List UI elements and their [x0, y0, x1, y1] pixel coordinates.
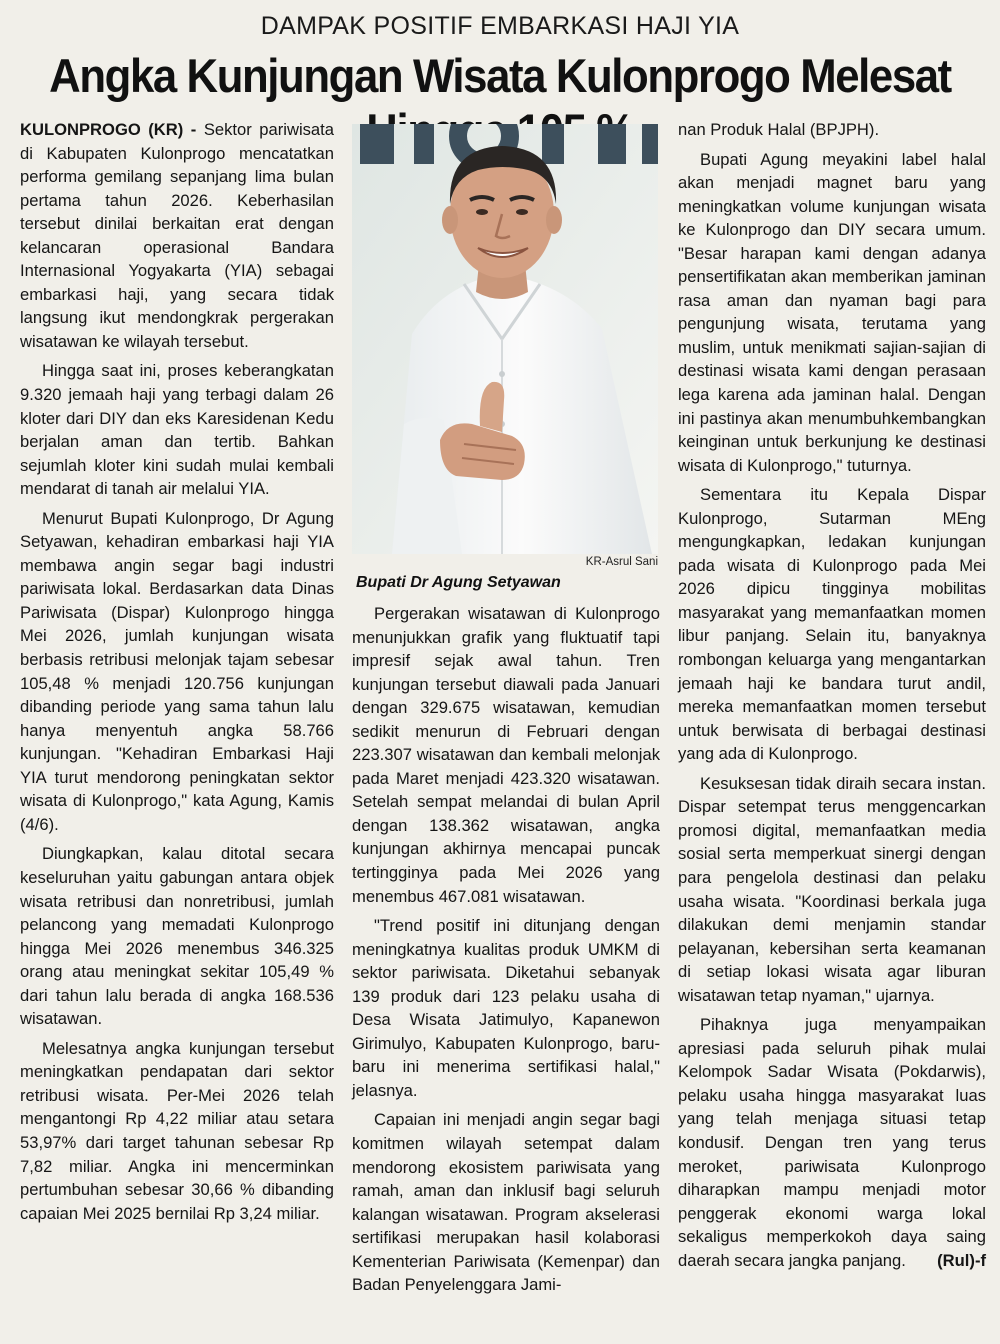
- article-paragraph: Hingga saat ini, proses keberangkatan 9.320 jemaah haji yang terbagi dalam 26 kloter dari DIY dan eks Karesidenan Kedu berjalan aman dan tertib. Bahkan sejumlah kloter kini sudah mulai kembali mendarat di tanah air melalui YIA.: [20, 361, 334, 499]
- article-column-3: [678, 118, 986, 1278]
- article-paragraph: Kesuksesan tidak diraih secara instan. Dispar setempat terus menggencarkan promosi digital, memanfaatkan media sosial serta memperkuat sinergi dengan para pengelola destinasi dan pelaku usaha wisata. "Koordinasi berkala juga dilakukan demi menjamin standar pelayanan, kebersihan serta keamanan di setiap lokasi wisata agar liburan wisatawan tetap nyaman," ujarnya.: [678, 773, 986, 1005]
- article-paragraph: Diungkapkan, kalau ditotal secara keseluruhan yaitu gabungan antara objek wisata retribusi dan nonretribusi, jumlah pelancong yang memadati Kulonprogo hingga Mei 2026 menembus 346.325 orang atau meningkat sekitar 105,49 % dari tahun lalu berada di angka 168.536 wisatawan.: [20, 844, 334, 1029]
- article-paragraph: Sementara itu Kepala Dispar Kulonprogo, Sutarman MEng mengungkapkan, ledakan kunjungan pada wisata di Kulonprogo pada Mei 2026 dipicu tingginya mobilitas masyarakat yang memanfaatkan momen libur panjang. Selain itu, banyaknya rombongan keluarga yang mengantarkan jemaah haji ke bandara turut andil, mereka memanfaatkan momen tersebut untuk berwisata di berbagai destinasi yang ada di Kulonprogo.: [678, 485, 986, 764]
- article-column-2: [352, 602, 660, 1303]
- photo-caption: Bupati Dr Agung Setyawan: [356, 574, 561, 591]
- article-paragraph: "Trend positif ini ditunjang dengan meningkatnya kualitas produk UMKM di sektor pariwisata. Diketahui sebanyak 139 produk dari 123 pelaku usaha di Desa Wisata Jatimulyo, Kapanewon Girimulyo, Kabupaten Kulonprogo, baru-baru ini menerima sertifikasi halal," jelasnya.: [352, 916, 660, 1100]
- final-paragraph-text: Pihaknya juga menyampaikan apresiasi pada seluruh pihak mulai Kelompok Sadar Wisata (Pokdarwis), pelaku usaha hingga masyarakat luas yang telah menjaga situasi tetap kondusif. Dengan tren yang terus meroket, pariwisata Kulonprogo diharapkan mampu menjadi motor penggerak ekonomi warga lokal sekaligus memperkokoh daya saing daerah secara jangka panjang.: [678, 1015, 986, 1270]
- article-paragraph: nan Produk Halal (BPJPH).: [678, 120, 880, 139]
- article-paragraph: Capaian ini menjadi angin segar bagi komitmen wilayah setempat dalam mendorong ekosistem pariwisata yang ramah, aman dan inklusif bagi seluruh kalangan wisatawan. Program akselerasi sertifikasi merupakan hasil kolaborasi Kementerian Pariwisata (Kemenpar) dan Badan Penyelenggara Jami-: [352, 1110, 660, 1295]
- portrait-illustration: [352, 124, 658, 554]
- bupati-photo: [352, 124, 658, 554]
- article-kicker: DAMPAK POSITIF EMBARKASI HAJI YIA: [260, 12, 740, 40]
- dateline: KULONPROGO (KR) -: [20, 120, 197, 139]
- photo-credit: KR-Asrul Sani: [585, 556, 658, 568]
- article-paragraph: Bupati Agung meyakini label halal akan menjadi magnet baru yang meningkatkan volume kunjungan wisata ke Kulonprogo dan DIY secara umum. "Besar harapan kami dengan adanya pensertifikatan akan memberikan jaminan rasa aman dan nyaman bagi para pengunjung wisata, terutama yang muslim, untuk menikmati sajian-sajian di destinasi wisata kami dengan perasaan lega karena ada jaminan halal. Dengan ini pastinya akan menumbuhkembangkan keinginan untuk berkunjung ke destinasi wisata di Kulonprogo," tuturnya.: [678, 149, 986, 475]
- article-paragraph: Menurut Bupati Kulonprogo, Dr Agung Setyawan, kehadiran embarkasi haji YIA membawa angin segar bagi industri pariwisata lokal. Berdasarkan data Dinas Pariwisata (Dispar) Kulonprogo hingga Mei 2026, jumlah kunjungan wisata berbasis retribusi melonjak tajam sebesar 105,48 % menjadi 120.756 kunjungan dibanding periode yang sama tahun lalu hanya menyentuh angka 58.766 kunjungan. "Kehadiran Embarkasi Haji YIA turut mendorong peningkatan sektor wisata di Kulonprogo," kata Agung, Kamis (4/6).: [20, 508, 334, 834]
- article-paragraph: Melesatnya angka kunjungan tersebut meningkatkan pendapatan dari sektor retribusi wisata. Per-Mei 2026 telah mengantongi Rp 4,22 miliar atau setara 53,97% dari target tahunan sebesar Rp 7,82 miliar. Angka ini mencerminkan pertumbuhan sebesar 30,66 % dibanding capaian Mei 2025 bernilai Rp 3,24 miliar.: [20, 1038, 334, 1223]
- article-headline: Angka Kunjungan Wisata Kulonprogo Melesat: [49, 49, 951, 102]
- article-column-1: [20, 118, 334, 1231]
- lead-paragraph: [20, 118, 334, 353]
- author-signoff: (Rul)-f: [937, 1250, 986, 1270]
- final-paragraph: [678, 1013, 986, 1272]
- lead-text: Sektor pariwisata di Kabupaten Kulonprogo mencatatkan performa gemilang sepanjang lima bulan pertama tahun 2026. Keberhasilan tersebut dinilai berkaitan erat dengan kelancaran operasional Bandara Internasional Yogyakarta (YIA) sebagai embarkasi haji, yang secara tidak langsung ikut mendongkrak pergerakan wisatawan ke wilayah tersebut.: [20, 120, 334, 351]
- article-paragraph: Pergerakan wisatawan di Kulonprogo menunjukkan grafik yang fluktuatif tapi impresif sejak awal tahun. Tren kunjungan tersebut diawali pada Januari dengan 329.675 wisatawan, kemudian sedikit menurun di Februari dengan 223.307 wisatawan dan kembali melonjak pada Maret menjadi 423.320 wisatawan. Setelah sempat melandai di bulan April dengan 138.362 wisatawan, angka kunjungan akhirnya mencapai puncak tertingginya pada Mei 2026 yang menembus 467.081 wisatawan.: [352, 604, 660, 906]
